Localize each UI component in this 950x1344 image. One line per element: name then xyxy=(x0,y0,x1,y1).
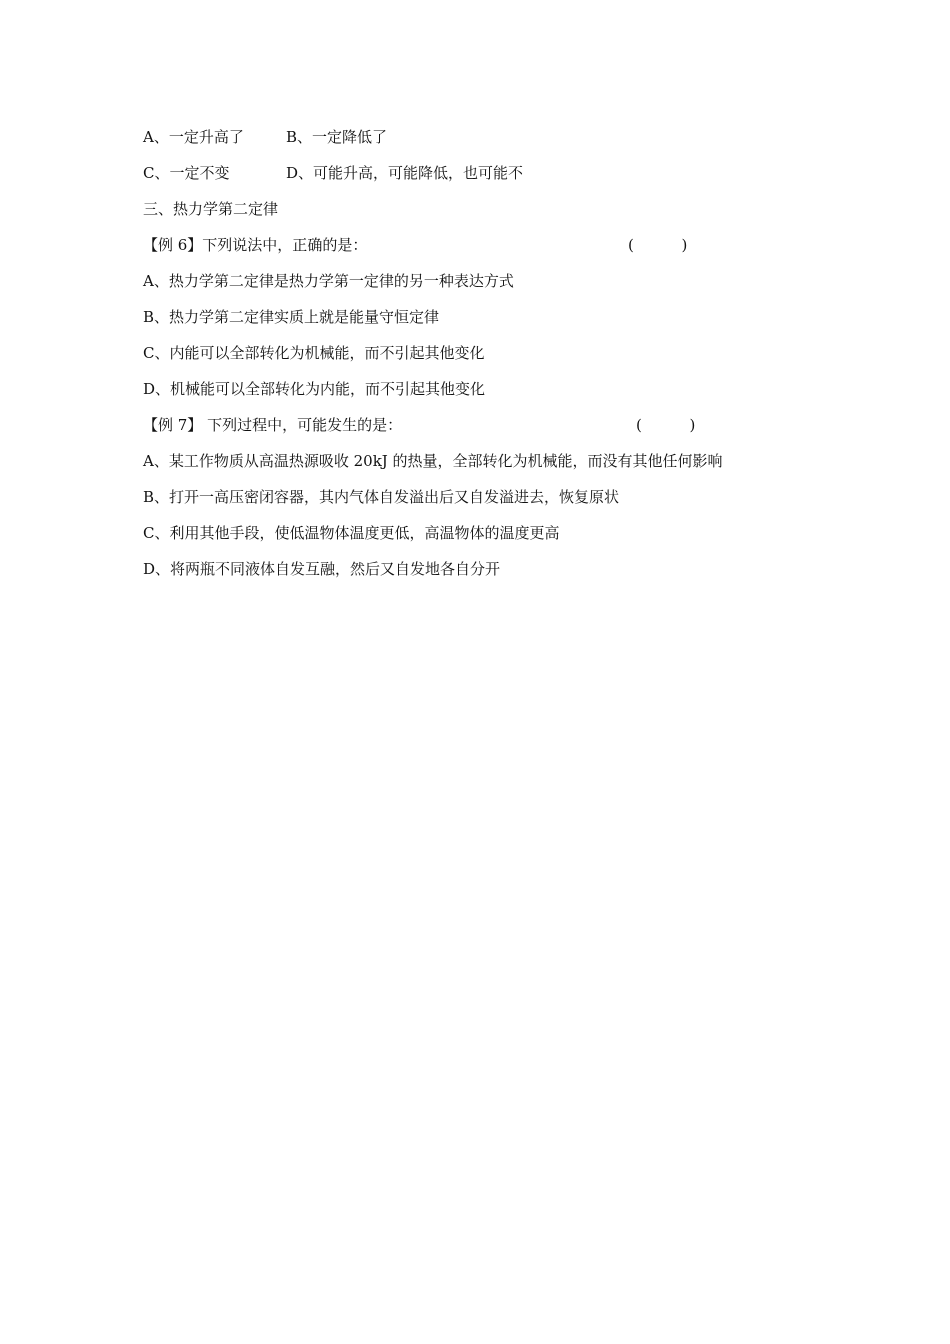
example7-question: 【例 7】 下列过程中，可能发生的是： xyxy=(143,416,403,434)
example6-answer-blank: ( ) xyxy=(628,236,688,254)
q5-options-row-2 xyxy=(143,163,524,183)
q5-options-row-1 xyxy=(143,127,388,147)
example7-option-d: D、将两瓶不同液体自发互融，然后又自发地各自分开 xyxy=(143,560,501,578)
example7-option-a: A、某工作物质从高温热源吸收 20kJ 的热量，全部转化为机械能，而没有其他任何影响 xyxy=(143,452,723,470)
section-heading: 三、热力学第二定律 xyxy=(143,200,279,218)
example6-option-c: C、内能可以全部转化为机械能，而不引起其他变化 xyxy=(143,344,485,362)
q5-option-c: C、一定不变 xyxy=(143,164,230,182)
q5-option-d: D、可能升高，可能降低，也可能不 xyxy=(286,164,524,182)
example7-option-c: C、利用其他手段，使低温物体温度更低，高温物体的温度更高 xyxy=(143,524,560,542)
example7-answer-blank: ( ) xyxy=(636,416,696,434)
example6-option-d: D、机械能可以全部转化为内能，而不引起其他变化 xyxy=(143,380,486,398)
q5-option-a: A、一定升高了 xyxy=(143,128,244,146)
example6-question: 【例 6】下列说法中，正确的是： xyxy=(143,236,368,254)
example6-option-b: B、热力学第二定律实质上就是能量守恒定律 xyxy=(143,308,440,326)
example6-option-a: A、热力学第二定律是热力学第一定律的另一种表达方式 xyxy=(143,272,514,290)
q5-option-b: B、一定降低了 xyxy=(286,128,388,146)
example6-question-row xyxy=(143,235,703,255)
example7-option-b: B、打开一高压密闭容器，其内气体自发溢出后又自发溢进去，恢复原状 xyxy=(143,488,620,506)
example7-question-row xyxy=(143,415,713,435)
